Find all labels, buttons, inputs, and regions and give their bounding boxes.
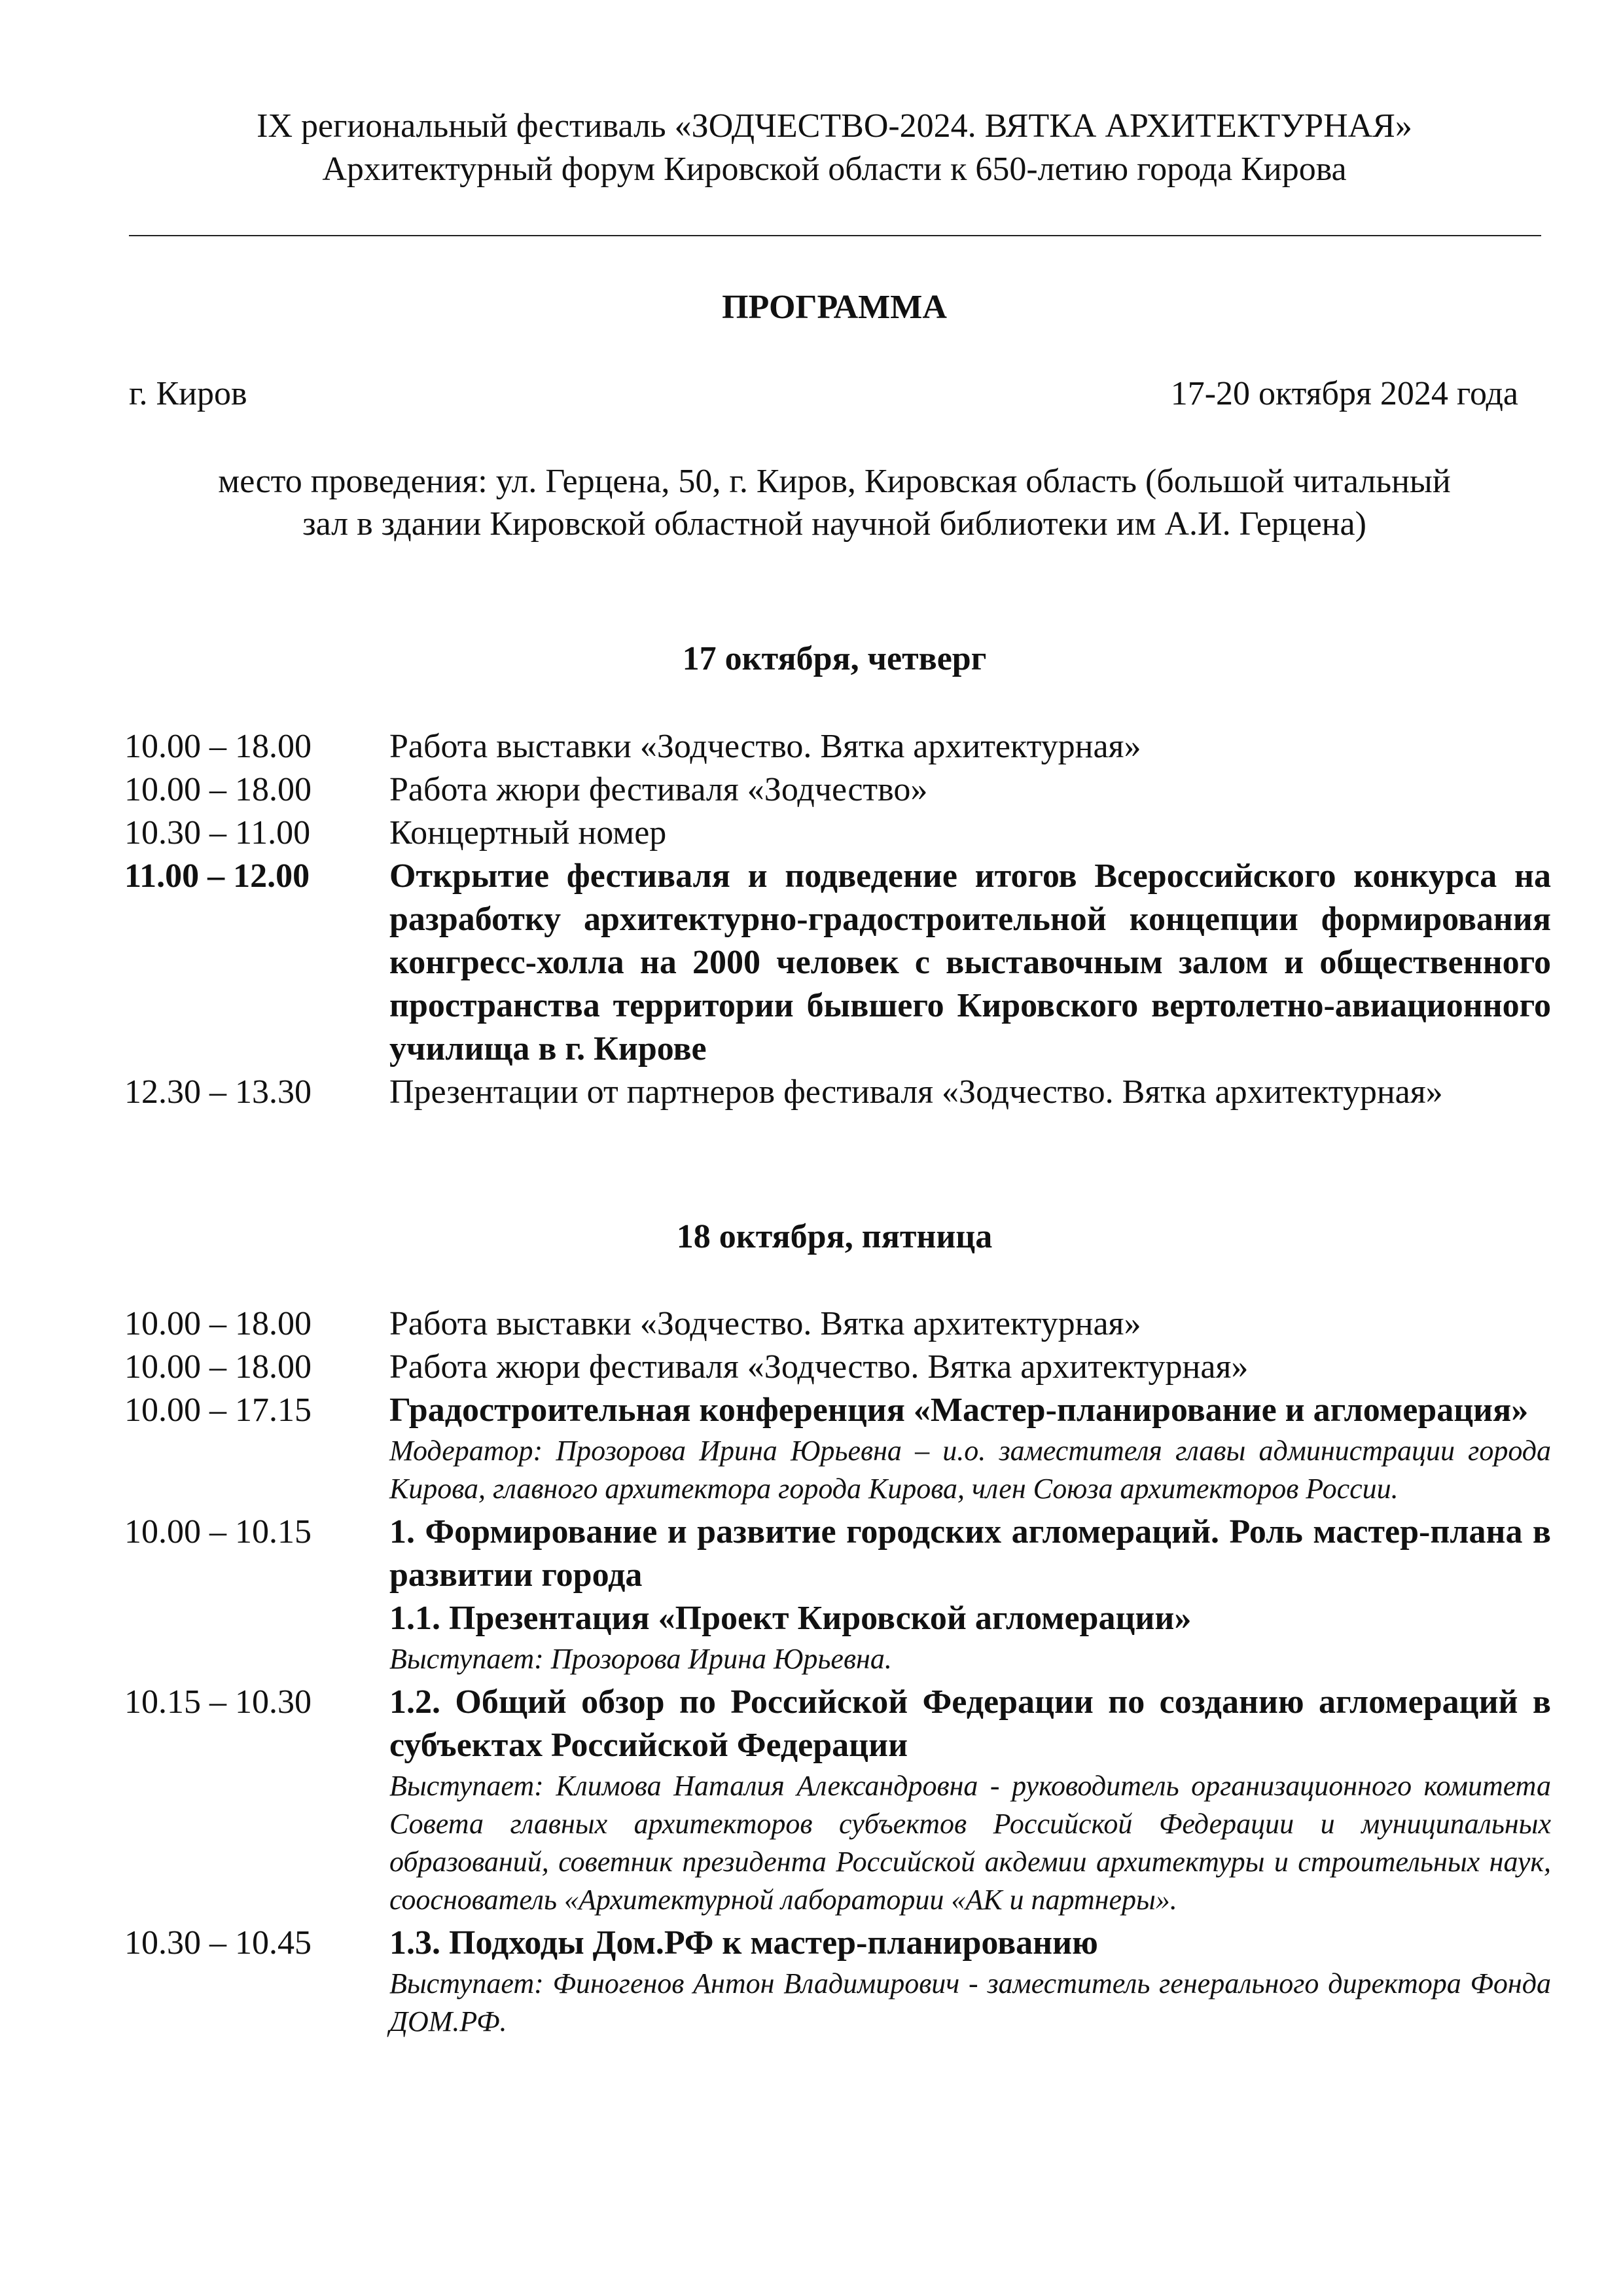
speaker-note: Выступает: Финогенов Антон Владимирович - заместитель генерального директора Фонда ДОМ.РФ. [389,1967,1551,2037]
item-text: Работа выставки «Зодчество. Вятка архитектурная» [389,1305,1141,1342]
speaker-note: Выступает: Климова Наталия Александровна - руководитель организационного комитета Совета главных архитекторов субъектов Российской Федерации и муниципальных образований, советник президента Российской акдемии архитектуры и строительных наук, сооснователь «Архитектурной лаборатории «АК и партнеры». [389,1770,1551,1916]
item-body [389,1511,1551,1681]
festival-title: IX региональный фестиваль «ЗОДЧЕСТВО-2024. ВЯТКА АРХИТЕКТУРНАЯ» [257,107,1412,145]
item-text: Работа жюри фестиваля «Зодчество» [389,771,928,808]
item-time: 10.30 – 11.00 [124,814,311,852]
day-heading-oct-17: 17 октября, четверг [682,640,987,677]
document-header [128,105,1541,191]
schedule-item [124,1346,1551,1389]
item-time: 10.00 – 17.15 [124,1391,312,1429]
item-time: 10.00 – 18.00 [124,771,312,808]
forum-subtitle: Архитектурный форум Кировской области к 650-летию города Кирова [322,151,1347,188]
item-text: 1. Формирование и развитие городских агломераций. Роль мастер-плана в развитии города [389,1513,1551,1594]
item-text: 1.2. Общий обзор по Российской Федерации по созданию агломераций в субъектах Российской Федерации [389,1683,1551,1764]
item-time: 10.00 – 18.00 [124,1348,312,1386]
venue-line-1: место проведения: ул. Герцена, 50, г. Киров, Кировская область (большой читальный [218,463,1451,500]
item-text: Открытие фестиваля и подведение итогов Всероссийского конкурса на разработку архитектурно-градостроительной концепции формирования конгресс-холла на 2000 человек с выставочным залом и общественного пространства территории бывшего Кировского вертолетно-авиационного училища в г. Кирове [389,857,1551,1067]
item-text: Работа выставки «Зодчество. Вятка архитектурная» [389,728,1141,765]
item-time: 10.30 – 10.45 [124,1924,312,1962]
schedule-item [124,1389,1551,1511]
item-body [389,1681,1551,1922]
event-dates: 17-20 октября 2024 года [1170,375,1518,412]
item-time: 10.15 – 10.30 [124,1683,312,1721]
schedule-day-2 [124,1302,1551,2043]
schedule-item [124,725,1551,768]
item-time: 10.00 – 18.00 [124,728,312,765]
item-time: 10.00 – 18.00 [124,1305,312,1342]
venue-line-2: зал в здании Кировской областной научной библиотеки им А.И. Герцена) [302,505,1366,543]
program-title: ПРОГРАММА [722,289,947,326]
schedule-item [124,1302,1551,1346]
schedule-item [124,812,1551,855]
item-subtitle: 1.1. Презентация «Проект Кировской агломерации» [389,1600,1192,1637]
day-heading-oct-18: 18 октября, пятница [676,1218,993,1255]
item-time: 10.00 – 10.15 [124,1513,312,1551]
moderator-note: Модератор: Прозорова Ирина Юрьевна – и.о. заместителя главы администрации города Кирова, главного архитектора города Кирова, член Союза архитекторов России. [389,1435,1551,1505]
item-text: 1.3. Подходы Дом.РФ к мастер-планированию [389,1924,1098,1962]
schedule-day-1 [124,725,1551,1114]
item-text: Презентации от партнеров фестиваля «Зодчество. Вятка архитектурная» [389,1073,1443,1111]
schedule-item [124,1922,1551,2043]
schedule-item [124,768,1551,812]
item-text: Концертный номер [389,814,667,852]
schedule-item [124,1071,1551,1114]
schedule-item [124,1681,1551,1922]
item-body [389,1389,1551,1511]
schedule-item [124,855,1551,1071]
city-label: г. Киров [129,375,247,412]
item-time: 11.00 – 12.00 [124,857,310,895]
item-text: Работа жюри фестиваля «Зодчество. Вятка архитектурная» [389,1348,1249,1386]
item-text: Градостроительная конференция «Мастер-планирование и агломерация» [389,1391,1529,1429]
item-time: 12.30 – 13.30 [124,1073,312,1111]
item-body [389,1922,1551,2043]
speaker-note: Выступает: Прозорова Ирина Юрьевна. [389,1643,892,1675]
schedule-item [124,1511,1551,1681]
venue-info [128,460,1541,545]
header-divider [129,235,1541,236]
